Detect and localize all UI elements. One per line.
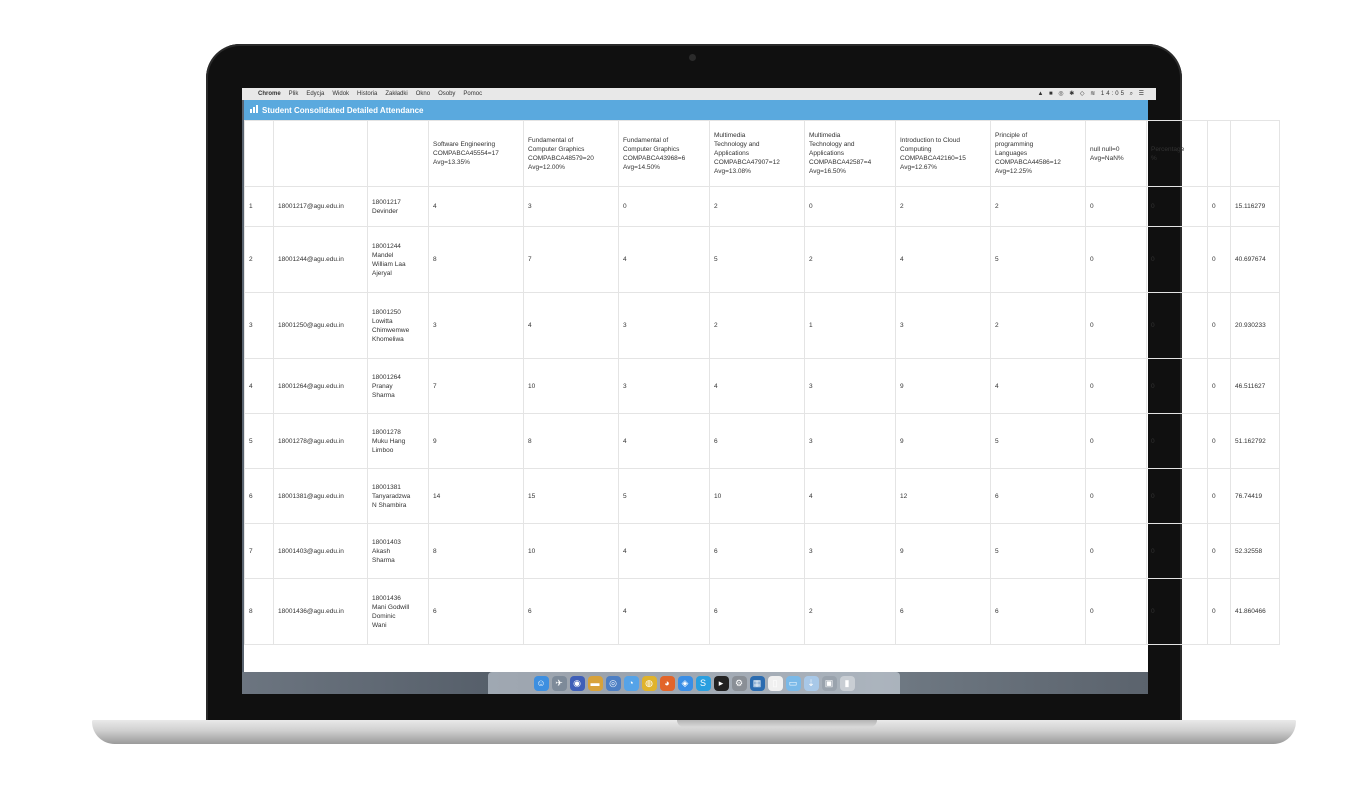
email-cell: 18001403@agu.edu.in	[274, 524, 368, 579]
attendance-count-cell: 5	[991, 227, 1086, 293]
attendance-count-cell: 3	[429, 293, 524, 359]
column-header-line: Multimedia	[714, 132, 746, 139]
student-name-cell-line: Sharma	[372, 556, 395, 564]
table-row	[245, 187, 1280, 227]
student-name-cell-line: Sharma	[372, 391, 395, 399]
column-header-line: COMPABCA42587=4	[809, 159, 872, 166]
attendance-count-cell: 10	[710, 469, 805, 524]
attendance-count-cell: 8	[524, 414, 619, 469]
student-name-cell	[368, 579, 429, 645]
student-name-cell-line: Limboo	[372, 446, 394, 454]
email-cell: 18001278@agu.edu.in	[274, 414, 368, 469]
attendance-count-cell: 9	[429, 414, 524, 469]
student-name-cell-line: Tanyaradzwa	[372, 492, 411, 500]
serial-number-cell: 8	[245, 579, 274, 645]
column-header	[619, 121, 710, 187]
column-header-line: Multimedia	[809, 132, 841, 139]
menubar-item-view[interactable]: Widok	[332, 91, 350, 97]
attendance-count-cell: 0	[1208, 579, 1231, 645]
attendance-count-cell: 2	[805, 579, 896, 645]
student-name-cell	[368, 227, 429, 293]
attendance-count-cell: 4	[896, 227, 991, 293]
menubar-item-people[interactable]: Osoby	[438, 91, 456, 97]
student-name-cell-line: 18001217	[372, 198, 401, 206]
attendance-count-cell: 0	[1147, 414, 1208, 469]
attendance-count-cell: 4	[619, 524, 710, 579]
attendance-count-cell: 3	[524, 187, 619, 227]
attendance-count-cell: 4	[429, 187, 524, 227]
student-name-cell-line: Ajeryal	[372, 269, 392, 277]
menubar-app-name[interactable]: Chrome	[258, 91, 281, 97]
trash-icon[interactable]: ▮	[840, 676, 855, 691]
bar-chart-icon	[250, 105, 258, 115]
student-name-cell-line: 18001381	[372, 483, 401, 491]
serial-number-cell: 3	[245, 293, 274, 359]
column-header-line: COMPABCA48579=20	[528, 154, 594, 162]
chrome-icon[interactable]: ◍	[642, 676, 657, 691]
attendance-count-cell: 3	[619, 293, 710, 359]
laptop-lid	[206, 44, 1266, 724]
column-header-line: Computer Graphics	[528, 145, 585, 153]
attendance-count-cell: 0	[1208, 524, 1231, 579]
attendance-count-cell: 0	[1208, 359, 1231, 414]
column-header	[245, 121, 274, 187]
column-header-line: Principle of	[995, 132, 1028, 139]
attendance-count-cell: 4	[991, 359, 1086, 414]
column-header-line: COMPABCA47907=12	[714, 159, 780, 166]
column-header-line: Avg=12.25%	[995, 168, 1032, 175]
table-row	[245, 414, 1280, 469]
attendance-count-cell: 12	[896, 469, 991, 524]
table-header-row	[245, 121, 1280, 187]
attendance-count-cell: 6	[429, 579, 524, 645]
column-header	[524, 121, 619, 187]
attendance-count-cell: 3	[619, 359, 710, 414]
column-header-line: Software Engineering	[433, 141, 496, 148]
attendance-count-cell: 0	[1147, 293, 1208, 359]
percentage-cell: 52.32558	[1231, 524, 1280, 579]
student-name-cell-line: Muku Hang	[372, 437, 406, 445]
table-row	[245, 469, 1280, 524]
column-header-line: Introduction to Cloud	[900, 136, 960, 144]
column-header-line: programming	[995, 141, 1034, 148]
student-name-cell-line: Akash	[372, 547, 391, 555]
attendance-count-cell: 9	[896, 414, 991, 469]
attendance-count-cell: 0	[1086, 524, 1147, 579]
column-header	[1086, 121, 1147, 187]
menubar-item-bookmarks[interactable]: Zakładki	[385, 91, 408, 97]
student-name-cell	[368, 293, 429, 359]
attendance-count-cell: 2	[896, 187, 991, 227]
attendance-count-cell: 4	[524, 293, 619, 359]
student-name-cell	[368, 359, 429, 414]
column-header-line: %	[1151, 154, 1157, 162]
column-header-line: COMPABCA42160=15	[900, 154, 966, 162]
attendance-count-cell: 3	[805, 359, 896, 414]
attendance-count-cell: 0	[1086, 469, 1147, 524]
serial-number-cell: 2	[245, 227, 274, 293]
document-icon[interactable]: ▯	[768, 676, 783, 691]
panel-heading	[244, 100, 1148, 120]
attendance-count-cell: 4	[619, 227, 710, 293]
attendance-count-cell: 4	[710, 359, 805, 414]
attendance-count-cell: 10	[524, 359, 619, 414]
menubar-item-window[interactable]: Okno	[415, 91, 431, 97]
column-header-line: Technology and	[714, 141, 760, 148]
attendance-count-cell: 0	[1208, 293, 1231, 359]
laptop-base	[92, 720, 1296, 744]
attendance-count-cell: 5	[619, 469, 710, 524]
email-cell: 18001244@agu.edu.in	[274, 227, 368, 293]
attendance-count-cell: 0	[1208, 469, 1231, 524]
attendance-count-cell: 0	[1086, 293, 1147, 359]
attendance-count-cell: 6	[524, 579, 619, 645]
email-cell: 18001217@agu.edu.in	[274, 187, 368, 227]
attendance-count-cell: 5	[710, 227, 805, 293]
column-header	[429, 121, 524, 187]
attendance-count-cell: 2	[805, 227, 896, 293]
column-header-line: Applications	[714, 150, 750, 157]
folder-icon[interactable]: ▭	[786, 676, 801, 691]
skype-icon[interactable]: S	[696, 676, 711, 691]
attendance-count-cell: 0	[1086, 414, 1147, 469]
student-name-cell-line: N Shambira	[372, 501, 407, 509]
attendance-count-cell: 0	[1086, 187, 1147, 227]
column-header	[274, 121, 368, 187]
percentage-cell: 20.930233	[1231, 293, 1280, 359]
student-name-cell-line: William Laa	[372, 260, 406, 268]
attendance-count-cell: 3	[805, 524, 896, 579]
student-name-cell-line: Khomeliwa	[372, 335, 404, 343]
column-header-line: Languages	[995, 150, 1028, 157]
mac-menubar	[242, 88, 1156, 100]
serial-number-cell: 7	[245, 524, 274, 579]
attendance-count-cell: 6	[896, 579, 991, 645]
system-preferences-icon[interactable]: ⚙	[732, 676, 747, 691]
attendance-count-cell: 4	[805, 469, 896, 524]
attendance-count-cell: 6	[710, 524, 805, 579]
student-name-cell-line: 18001278	[372, 428, 401, 436]
column-header-line: Technology and	[809, 141, 855, 148]
network-icon[interactable]: ◎	[606, 676, 621, 691]
percentage-cell: 40.697674	[1231, 227, 1280, 293]
attendance-count-cell: 10	[524, 524, 619, 579]
email-cell: 18001250@agu.edu.in	[274, 293, 368, 359]
column-header-line: Avg=NaN%	[1090, 154, 1124, 162]
serial-number-cell: 6	[245, 469, 274, 524]
column-header-line: Avg=12.00%	[528, 163, 565, 171]
table-row	[245, 524, 1280, 579]
student-name-cell-line: Lowitta	[372, 317, 393, 325]
column-header-line: Avg=14.50%	[623, 163, 660, 171]
student-name-cell-line: Devinder	[372, 207, 399, 215]
column-header	[368, 121, 429, 187]
column-header-line: Avg=12.67%	[900, 163, 937, 171]
attendance-count-cell: 5	[991, 414, 1086, 469]
menubar-item-edit[interactable]: Edycja	[306, 91, 325, 97]
notes-icon[interactable]: ▬	[588, 676, 603, 691]
attendance-count-cell: 0	[1147, 187, 1208, 227]
attendance-page	[244, 100, 1266, 684]
column-header-line: COMPABCA45554=17	[433, 150, 499, 157]
laptop-screen	[242, 88, 1266, 694]
safari-icon[interactable]: ◈	[678, 676, 693, 691]
student-name-cell-line: Chimwemwe	[372, 326, 410, 334]
student-name-cell-line: Mani Godwill	[372, 603, 410, 611]
serial-number-cell: 5	[245, 414, 274, 469]
column-header-line: Avg=13.08%	[714, 168, 751, 175]
attendance-count-cell: 0	[805, 187, 896, 227]
column-header	[1231, 121, 1280, 187]
student-name-cell-line: 18001244	[372, 242, 401, 250]
screenshot-icon[interactable]: ▣	[822, 676, 837, 691]
attendance-count-cell: 4	[619, 579, 710, 645]
column-header-line: null null=0	[1090, 145, 1120, 153]
attendance-count-cell: 2	[991, 187, 1086, 227]
percentage-cell: 46.511627	[1231, 359, 1280, 414]
attendance-count-cell: 7	[429, 359, 524, 414]
attendance-count-cell: 6	[991, 469, 1086, 524]
attendance-count-cell: 7	[524, 227, 619, 293]
camera	[689, 54, 696, 61]
email-cell: 18001436@agu.edu.in	[274, 579, 368, 645]
column-header-line: Computing	[900, 145, 932, 153]
table-row	[245, 359, 1280, 414]
attendance-count-cell: 1	[805, 293, 896, 359]
attendance-count-cell: 6	[710, 414, 805, 469]
student-name-cell	[368, 187, 429, 227]
attendance-count-cell: 8	[429, 227, 524, 293]
attendance-count-cell: 0	[1208, 414, 1231, 469]
column-header-line: Percentage	[1151, 145, 1185, 153]
attendance-count-cell: 0	[1147, 579, 1208, 645]
student-name-cell-line: 18001264	[372, 373, 401, 381]
page-title: Student Consolidated Detailed Attendance	[262, 105, 424, 115]
attendance-count-cell: 0	[1208, 227, 1231, 293]
vpn-icon[interactable]: ◉	[570, 676, 585, 691]
attendance-count-cell: 0	[1086, 227, 1147, 293]
student-name-cell-line: Pranay	[372, 382, 393, 390]
student-name-cell-line: 18001250	[372, 308, 401, 316]
serial-number-cell: 1	[245, 187, 274, 227]
attendance-count-cell: 0	[1147, 469, 1208, 524]
launchpad-icon[interactable]: ✈	[552, 676, 567, 691]
attendance-count-cell: 0	[1208, 187, 1231, 227]
column-header	[1208, 121, 1231, 187]
finder-icon[interactable]: ☺	[534, 676, 549, 691]
student-name-cell-line: Wani	[372, 621, 387, 629]
student-name-cell	[368, 524, 429, 579]
attendance-table	[244, 120, 1280, 645]
attendance-count-cell: 3	[896, 293, 991, 359]
student-name-cell-line: Mandel	[372, 251, 394, 259]
table-body	[245, 187, 1280, 645]
menubar-item-help[interactable]: Pomoc	[463, 91, 483, 97]
attendance-count-cell: 0	[1086, 359, 1147, 414]
column-header	[991, 121, 1086, 187]
attendance-count-cell: 14	[429, 469, 524, 524]
attendance-count-cell: 2	[710, 187, 805, 227]
attendance-count-cell: 0	[619, 187, 710, 227]
column-header-line: COMPABCA43968=6	[623, 154, 686, 162]
attendance-count-cell: 6	[710, 579, 805, 645]
student-name-cell	[368, 469, 429, 524]
menubar-item-file[interactable]: Plik	[288, 91, 299, 97]
attendance-count-cell: 5	[991, 524, 1086, 579]
email-cell: 18001381@agu.edu.in	[274, 469, 368, 524]
terminal-icon[interactable]: ▸	[714, 676, 729, 691]
table-row	[245, 293, 1280, 359]
serial-number-cell: 4	[245, 359, 274, 414]
column-header	[805, 121, 896, 187]
table-row	[245, 579, 1280, 645]
attendance-count-cell: 15	[524, 469, 619, 524]
attendance-count-cell: 8	[429, 524, 524, 579]
table-row	[245, 227, 1280, 293]
email-cell: 18001264@agu.edu.in	[274, 359, 368, 414]
menubar-item-history[interactable]: Historia	[357, 91, 378, 97]
attendance-count-cell: 0	[1147, 359, 1208, 414]
attendance-count-cell: 9	[896, 359, 991, 414]
preview-icon[interactable]: ▦	[750, 676, 765, 691]
attendance-count-cell: 3	[805, 414, 896, 469]
dock	[488, 672, 900, 694]
downloads-icon[interactable]: ⇣	[804, 676, 819, 691]
student-name-cell-line: Dominic	[372, 612, 396, 620]
student-name-cell	[368, 414, 429, 469]
student-name-cell-line: 18001403	[372, 538, 401, 546]
column-header-line: Computer Graphics	[623, 145, 680, 153]
percentage-cell: 51.162792	[1231, 414, 1280, 469]
attendance-count-cell: 2	[991, 293, 1086, 359]
column-header-line: COMPABCA44586=12	[995, 159, 1061, 166]
messages-icon[interactable]: ◔	[624, 676, 639, 691]
attendance-count-cell: 9	[896, 524, 991, 579]
percentage-cell: 15.116279	[1231, 187, 1280, 227]
attendance-count-cell: 4	[619, 414, 710, 469]
attendance-count-cell: 0	[1147, 524, 1208, 579]
student-name-cell-line: 18001436	[372, 594, 401, 602]
percentage-cell: 41.860466	[1231, 579, 1280, 645]
column-header	[896, 121, 991, 187]
column-header-line: Applications	[809, 150, 845, 157]
column-header	[1147, 121, 1208, 187]
percentage-cell: 76.74419	[1231, 469, 1280, 524]
laptop-notch	[677, 720, 877, 727]
attendance-count-cell: 0	[1086, 579, 1147, 645]
menubar-status-tray[interactable]: ▲ ■ ◎ ✱ ◇ ≋ 14:05 ⌕ ☰	[1037, 91, 1146, 97]
column-header-line: Avg=13.35%	[433, 159, 470, 166]
column-header-line: Fundamental of	[528, 136, 574, 144]
column-header-line: Avg=16.50%	[809, 168, 846, 175]
column-header	[710, 121, 805, 187]
attendance-count-cell: 0	[1147, 227, 1208, 293]
attendance-count-cell: 6	[991, 579, 1086, 645]
column-header-line: Fundamental of	[623, 136, 669, 144]
firefox-icon[interactable]: ◕	[660, 676, 675, 691]
attendance-count-cell: 2	[710, 293, 805, 359]
